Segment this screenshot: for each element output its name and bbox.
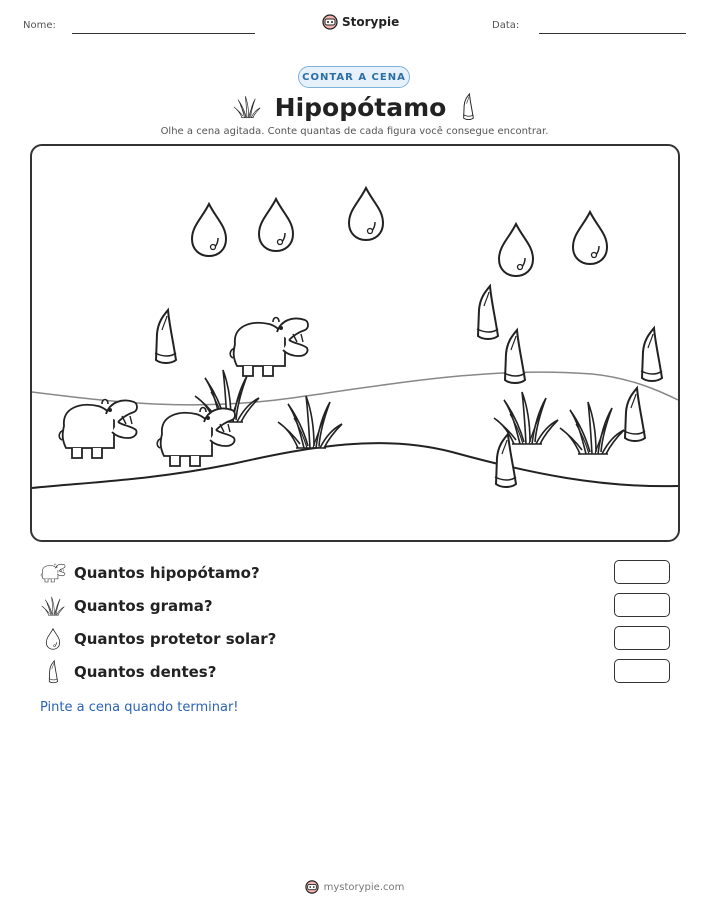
question-teeth: [40, 660, 670, 684]
title-row: [0, 92, 709, 122]
brand-name: Storypie: [342, 15, 400, 29]
scene-illustration: [32, 146, 678, 540]
footer-site: mystorypie.com: [323, 881, 405, 893]
hippo-icon: [59, 400, 137, 459]
date-label: Data:: [492, 20, 520, 31]
tooth-icon: [460, 93, 476, 121]
footer: [0, 880, 709, 894]
tooth-icon: [504, 330, 525, 383]
grass-icon: [278, 396, 342, 448]
grass-icon: [494, 392, 558, 444]
tooth-icon: [641, 328, 662, 381]
drop-icon: [349, 188, 383, 240]
grass-icon: [560, 402, 624, 454]
drop-icon: [259, 199, 293, 251]
answer-box-grass[interactable]: [614, 593, 670, 617]
date-field[interactable]: [539, 33, 686, 34]
hippo-icon: [230, 318, 308, 377]
answer-box-teeth[interactable]: [614, 659, 670, 683]
storypie-logo-icon: [322, 14, 338, 30]
instructions: Olhe a cena agitada. Conte quantas de cada figura você consegue encontrar.: [160, 126, 549, 137]
question-sunscreen: [40, 627, 670, 651]
tooth-icon: [624, 388, 645, 441]
drop-icon: [192, 204, 226, 256]
hippo-icon: [40, 561, 66, 585]
name-label: Nome:: [23, 20, 56, 31]
question-label: Quantos dentes?: [74, 663, 217, 681]
answer-box-sunscreen[interactable]: [614, 626, 670, 650]
answer-box-hippo[interactable]: [614, 560, 670, 584]
coloring-note: Pinte a cena quando terminar!: [40, 700, 239, 715]
storypie-logo-icon: [305, 880, 319, 894]
question-label: Quantos hipopótamo?: [74, 564, 260, 582]
grass-icon: [40, 594, 66, 618]
grass-icon: [233, 92, 261, 122]
hippo-icon: [157, 408, 235, 467]
name-field[interactable]: [72, 33, 255, 34]
tooth-icon: [40, 660, 66, 684]
question-label: Quantos grama?: [74, 597, 213, 615]
tooth-icon: [477, 286, 498, 339]
question-hippo: [40, 561, 670, 585]
page-title: Hipopótamo: [274, 92, 447, 122]
brand: [322, 14, 399, 30]
drop-icon: [573, 212, 607, 264]
drop-icon: [40, 627, 66, 651]
question-label: Quantos protetor solar?: [74, 630, 277, 648]
tooth-icon: [155, 310, 176, 363]
counting-scene: [30, 144, 680, 542]
activity-badge: CONTAR A CENA: [298, 66, 410, 88]
drop-icon: [499, 224, 533, 276]
question-grass: [40, 594, 670, 618]
